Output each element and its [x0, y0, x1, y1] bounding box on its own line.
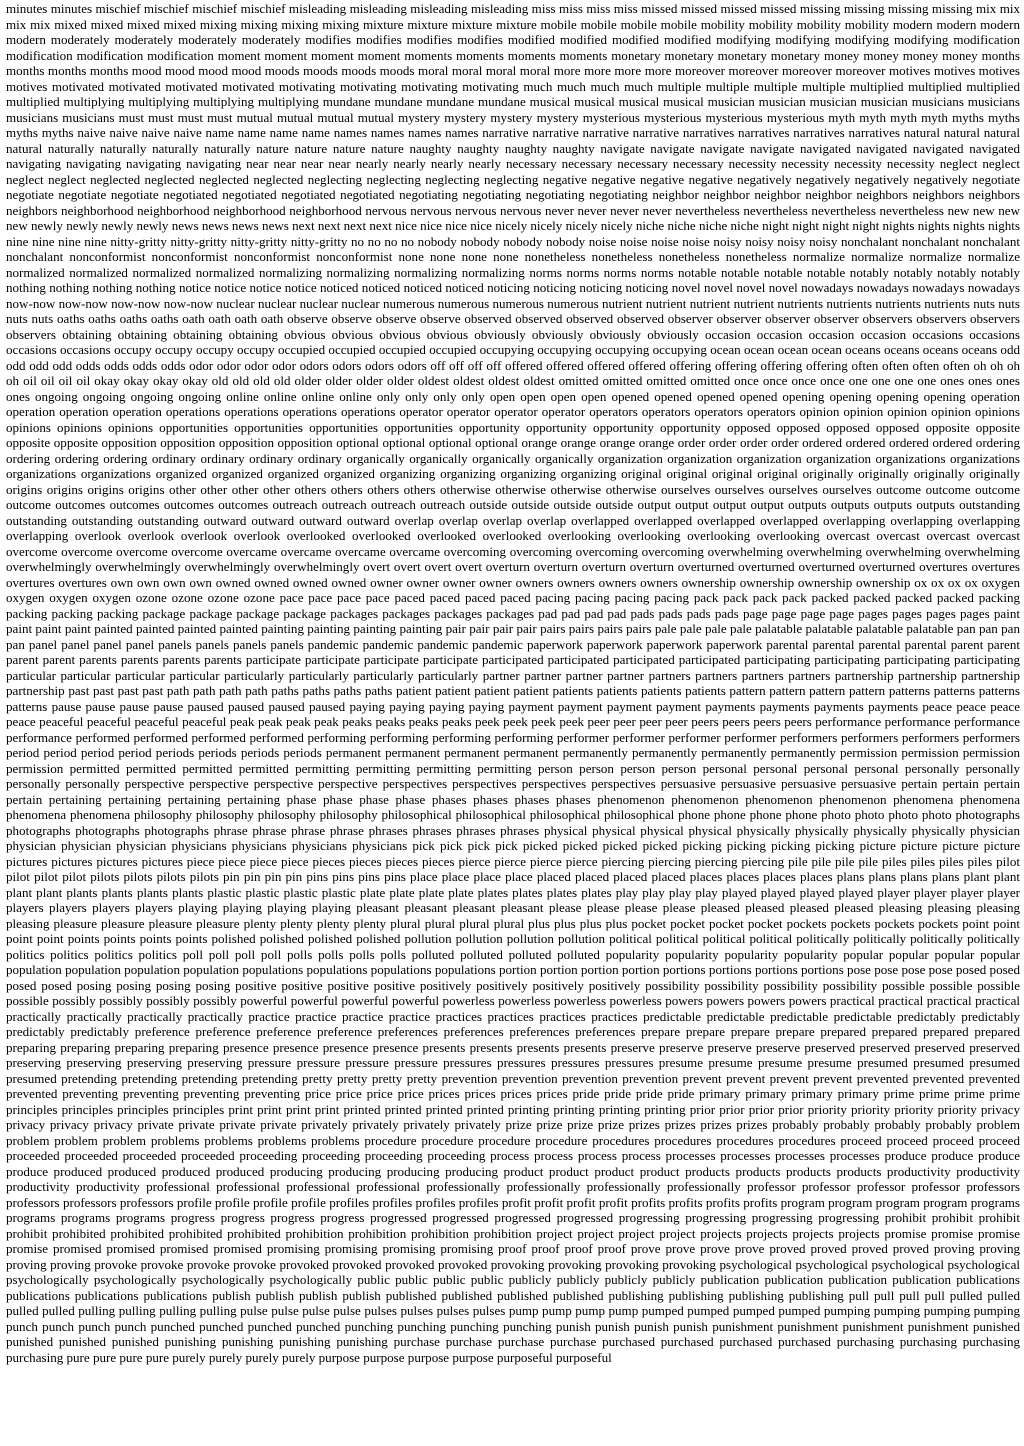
word-list-paragraph: minutes minutes mischief mischief mischief mischief misleading misleading misleading misleading miss miss miss miss missed missed missed missed missing missing missing missing mix mix mix mix mixed mixed mixed mixed mixing mixing mixing mixing mixture mixture mixture mixture mobile mobile mobile mobile mobility mobility mobility mobility modern modern modern modern moderately moderately moderately moderately modifies modifies modifies modifies modified modified modified modified modifying modifying modifying modifying modification modification modification modification moment moment moment moment moments moments moments moments monetary monetary monetary monetary money money money money months months months months mood mood mood mood moods moods moods moods moral moral moral moral more more more more moreover moreover moreover moreover motives motives motives motives motivated motivated motivated motivated motivating motivating motivating motivating much much much much multiple multiple multiple multiple multiplied multiplied multiplied multiplied multiplying multiplying multiplying multiplying mundane mundane mundane mundane musical musical musical musical musician musician musician musician musicians musicians musicians musicians must must must must mutual mutual mutual mutual mystery mystery mystery mystery mysterious mysterious mysterious mysterious myth myth myth myth myths myths myths myths naive naive naive naive name name name name names names names names narrative narrative narrative narrative narratives narratives narratives narratives natural natural natural natural naturally naturally naturally naturally nature nature nature nature naughty naughty naughty naughty navigate navigate navigate navigate navigated navigated navigated navigated navigating navigating navigating navigating near near near near nearly nearly nearly nearly necessary necessary necessary necessary necessity necessity necessity necessity neglect neglect neglect neglect neglected neglected neglected neglected neglecting neglecting neglecting neglecting negative negative negative negative negatively negatively negatively negatively negotiate negotiate negotiate negotiate negotiated negotiated negotiated negotiated negotiating negotiating negotiating negotiating neighbor neighbor neighbor neighbor neighbors neighbors neighbors neighbors neighborhood neighborhood neighborhood neighborhood nervous nervous nervous nervous never never never never nevertheless nevertheless nevertheless nevertheless new new new new newly newly newly newly news news news news next next next next nice nice nice nice nicely nicely nicely nicely niche niche niche niche night night night night nights nights nights nights nine nine nine nine nitty-gritty nitty-gritty nitty-gritty nitty-gritty no no no no nobody nobody nobody nobody noise noise noise noise noisy noisy noisy noisy nonchalant nonchalant nonchalant nonchalant nonconformist nonconformist nonconformist nonconformist none none none none nonetheless nonetheless nonetheless nonetheless normalize normalize normalize normalize normalized normalized normalized normalized normalizing normalizing normalizing normalizing norms norms norms norms notable notable notable notable notably notably notably notably nothing nothing nothing nothing notice notice notice notice noticed noticed noticed noticed noticing noticing noticing noticing novel novel novel novel nowadays nowadays nowadays nowadays now-now now-now now-now now-now nuclear nuclear nuclear nuclear numerous numerous numerous numerous nutrient nutrient nutrient nutrient nutrients nutrients nutrients nutrients nuts nuts nuts nuts oaths oaths oaths oaths oath oath oath oath observe observe observe observe observed observed observed observed observer observer observer observer observers observers observers observers obtaining obtaining obtaining obtaining obvious obvious obvious obvious obviously obviously obviously obviously occasion occasion occasion occasion occasions occasions occasions occasions occupy occupy occupy occupy occupied occupied occupied occupied occupying occupying occupying occupying ocean ocean ocean ocean oceans oceans oceans oceans odd odd odd odd odds odds odds odds odor odor odor odor odors odors odors odors off off off off offered offered offered offered offering offering offering offering often often often often oh oh oh oh oil oil oil oil okay okay okay okay old old old old older older older older oldest oldest oldest oldest omitted omitted omitted omitted once once once once one one one one ones ones ones ones ongoing ongoing ongoing ongoing online online online online only only only only open open open open opened opened opened opened opening opening opening opening operation operation operation operation operations operations operations operations operator operator operator operator operators operators operators operators opinion opinion opinion opinion opinions opinions opinions opinions opportunities opportunities opportunities opportunities opportunity opportunity opportunity opportunity opposed opposed opposed opposed opposite opposite opposite opposite opposition opposition opposition opposition optional optional optional optional orange orange orange orange order order order order ordered ordered ordered ordered ordering ordering ordering ordering ordinary ordinary ordinary ordinary organically organically organically organically organization organization organization organization organizations organizations organizations organizations organized organized organized organized organizing organizing organizing organizing original original original original originally originally originally originally origins origins origins origins other other other other others others others others otherwise otherwise otherwise otherwise ourselves ourselves ourselves ourselves outcome outcome outcome outcome outcomes outcomes outcomes outcomes outreach outreach outreach outreach outside outside outside outside output output output output outputs outputs outputs outputs outstanding outstanding outstanding outstanding outward outward outward outward overlap overlap overlap overlap overlapped overlapped overlapped overlapped overlapping overlapping overlapping overlapping overlook overlook overlook overlook overlooked overlooked overlooked overlooked overlooking overlooking overlooking overlooking overcast overcast overcast overcast overcome overcome overcome overcome overcame overcame overcame overcame overcoming overcoming overcoming overcoming overwhelming overwhelming overwhelming overwhelming overwhelmingly overwhelmingly overwhelmingly overwhelmingly overt overt overt overt overturn overturn overturn overturn overturned overturned overturned overturned overtures overtures overtures overtures own own own own owned owned owned owned owner owner owner owner owners owners owners owners ownership ownership ownership ownership ox ox ox ox oxygen oxygen oxygen oxygen ozone ozone ozone ozone pace pace pace pace paced paced paced paced pacing pacing pacing pacing pack pack pack pack packed packed packed packed packing packing packing packing package package package package packages packages packages packages pad pad pad pad pads pads pads pads page page page page pages pages pages pages paint paint paint paint painted painted painted painted painting painting painting painting pair pair pair pair pairs pairs pairs pairs pale pale pale pale palatable palatable palatable palatable pan pan pan pan panel panel panel panel panels panels panels panels pandemic pandemic pandemic pandemic paperwork paperwork paperwork paperwork parental parental parental parental parent parent parent parent parents parents parents parents participate participate participate participate participated participated participated participated participating participating participating participating particular particular particular particular particularly particularly particularly particularly partner partner partner partner partners partners partners partners partnership partnership partnership partnership past past past past path path path path paths paths paths paths patient patient patient patient patients patients patients patients pattern pattern pattern pattern patterns patterns patterns patterns pause pause pause pause paused paused paused paused paying paying paying paying payment payment payment payment payments payments payments payments peace peace peace peace peaceful peaceful peaceful peaceful peak peak peak peak peaks peaks peaks peaks peek peek peek peek peer peer peer peer peers peers peers peers performance performance performance performance performed performed performed performed performing performing performing performing performer performer performer performer performers performers performers performers period period period period periods periods periods periods permanent permanent permanent permanent permanently permanently permanently permanently permission permission permission permission permitted permitted permitted permitted permitting permitting permitting permitting person person person person personal personal personal personal personally personally personally personally perspective perspective perspective perspective perspectives perspectives perspectives perspectives persuasive persuasive persuasive persuasive pertain pertain pertain pertain pertaining pertaining pertaining pertaining phase phase phase phase phases phases phases phases phenomenon phenomenon phenomenon phenomenon phenomena phenomena phenomena phenomena philosophy philosophy philosophy philosophy philosophical philosophical philosophical philosophical phone phone phone phone photo photo photo photo photographs photographs photographs photographs phrase phrase phrase phrase phrases phrases phrases phrases physical physical physical physical physically physically physically physically physician physician physician physician physicians physicians physicians physicians pick pick pick pick picked picked picked picked picking picking picking picking picture picture picture picture pictures pictures pictures pictures piece piece piece piece pieces pieces pieces pieces pierce pierce pierce pierce piercing piercing piercing piercing pile pile pile pile piles piles piles piles pilot pilot pilot pilot pilots pilots pilots pilots pin pin pin pin pins pins pins pins place place place place placed placed placed placed places places places places plans plans plans plans plant plant plant plant plants plants plants plants plastic plastic plastic plastic plate plate plate plate plates plates plates plates play play play play played played played played player player player player players players players players playing playing playing playing pleasant pleasant pleasant pleasant please please please please pleased pleased pleased pleased pleasing pleasing pleasing pleasing pleasure pleasure pleasure pleasure plenty plenty plenty plenty plural plural plural plural plus plus plus plus pocket pocket pocket pocket pockets pockets pockets pockets point point point point points points points points polished polished polished polished pollution pollution pollution pollution political political political political politically politically politically politically politics politics politics politics poll poll poll poll polls polls polls polls polluted polluted polluted polluted popularity popularity popularity popularity popular popular popular popular population population population population populations populations populations populations portion portion portion portion portions portions portions portions pose pose pose pose posed posed posed posed posing posing posing posing positive positive positive positive positively positively positively positively possibility possibility possibility possibility possible possible possible possible possibly possibly possibly possibly powerful powerful powerful powerful powerless powerless powerless powerless powers powers powers powers practical practical practical practical practically practically practically practically practice practice practice practice practices practices practices practices predictable predictable predictable predictable predictably predictably predictably predictably preference preference preference preference preferences preferences preferences preferences prepare prepare prepare prepare prepared prepared prepared prepared preparing preparing preparing preparing presence presence presence presence presents presents presents presents preserve preserve preserve preserve preserved preserved preserved preserved preserving preserving preserving preserving pressure pressure pressure pressure pressures pressures pressures pressures presume presume presume presume presumed presumed presumed presumed pretending pretending pretending pretending pretty pretty pretty pretty prevention prevention prevention prevention prevent prevent prevent prevent prevented prevented prevented prevented preventing preventing preventing preventing price price price price prices prices prices prices pride pride pride pride primary primary primary primary prime prime prime prime principles principles principles principles print print print print printed printed printed printed printing printing printing printing prior prior prior prior priority priority priority priority privacy privacy privacy privacy private private private private privately privately privately privately prize prize prize prize prizes prizes prizes prizes probably probably probably probably problem problem problem problem problems problems problems problems procedure procedure procedure procedure procedures procedures procedures procedures proceed proceed proceed proceed proceeded proceeded proceeded proceeded proceeding proceeding proceeding proceeding process process process process processes processes processes processes produce produce produce produce produced produced produced produced producing producing producing producing product product product product products products products products productivity productivity productivity productivity professional professional professional professional professionally professionally professionally professionally professor professor professor professor professors professors professors professors profile profile profile profile profiles profiles profiles profiles profit profit profit profit profits profits profits profits program program program program programs programs programs programs progress progress progress progress progressed progressed progressed progressed progressing progressing progressing progressing prohibit prohibit prohibit prohibit prohibited prohibited prohibited prohibited prohibition prohibition prohibition prohibition project project project project projects projects projects projects promise promise promise promise promised promised promised promised promising promising promising promising proof proof proof proof prove prove prove prove proved proved proved proved proving proving proving proving provoke provoke provoke provoke provoked provoked provoked provoked provoking provoking provoking provoking psychological psychological psychological psychological psychologically psychologically psychologically psychologically public public public public publicly publicly publicly publicly publication publication publication publication publications publications publications publications publish publish publish publish published published published published publishing publishing publishing publishing pull pull pull pull pulled pulled pulled pulled pulling pulling pulling pulling pulse pulse pulse pulse pulses pulses pulses pulses pump pump pump pump pumped pumped pumped pumped pumping pumping pumping pumping punch punch punch punch punched punched punched punched punching punching punching punching punish punish punish punish punishment punishment punishment punishment punished punished punished punished punishing punishing punishing punishing purchase purchase purchase purchase purchased purchased purchased purchased purchasing purchasing purchasing purchasing pure pure pure pure purely purely purely purely purpose purpose purpose purpose purposeful purposeful [6, 1, 1020, 1365]
